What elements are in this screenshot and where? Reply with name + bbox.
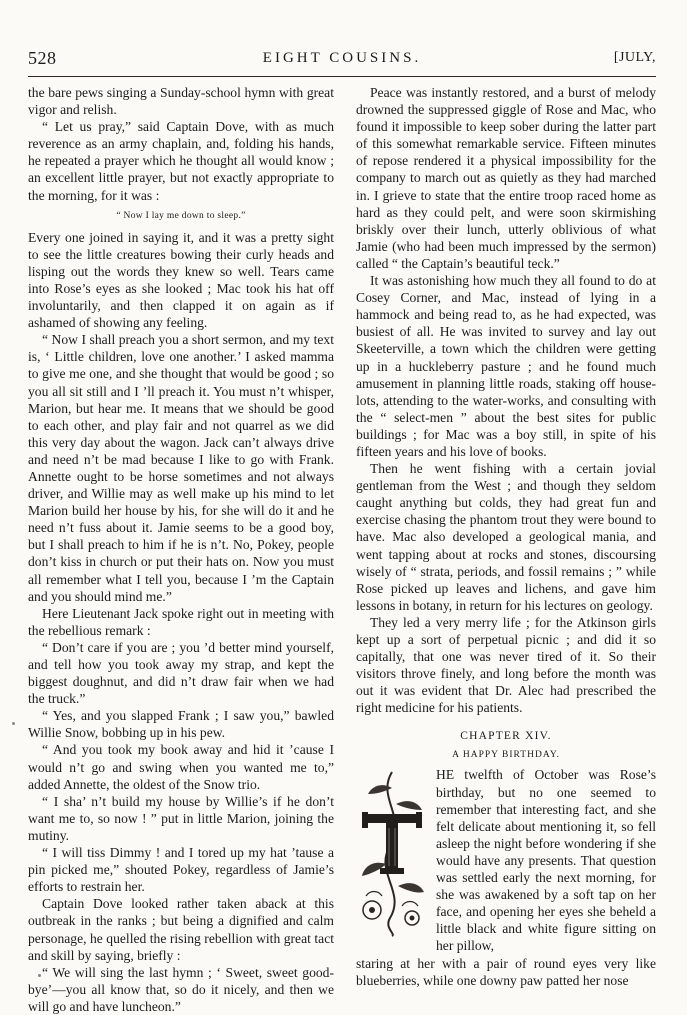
paragraph: Here Lieutenant Jack spoke right out in meeting with the rebellious remark :: [28, 605, 334, 638]
page-number: 528: [28, 48, 57, 68]
paragraph: “ I will tiss Dimmy ! and I tored up my hat ’tause a pin picked me,” shouted Pokey, regardless of Jamie’s efforts to restrain her.: [28, 845, 334, 895]
paragraph: “ Don’t care if you are ; you ’d better mind yourself, and tell how you took away my strap, and kept the biggest doughnut, and did n’t draw fair when we had the truck.”: [28, 639, 334, 707]
paragraph: They led a very merry life ; for the Atkinson girls kept up a sort of perpetual picnic ; and did it so capitally, that one was never tired of it. So their visitors throve finely, and long before the month was out it was evident that Dr. Alec had prescribed the right medicine for his patients.: [356, 614, 656, 716]
page-speck: [38, 974, 41, 977]
paragraph: “ I sha’ n’t build my house by Willie’s if he don’t want me to, so now ! ” put in little Marion, joining the mutiny.: [28, 793, 334, 843]
paragraph: Then he went fishing with a certain jovial gentleman from the West ; and though they seldom caught anything but colds, they had great fun and exercise chasing the phantom trout they were bound to have. Mac also developed a geological mania, and went tapping about at rocks and stones, discoursing wisely of “ strata, periods, and fossil remains ; ” while Rose picked up leaves and lichens, and gave him lessons in botany, in return for his lectures on geology.: [356, 461, 656, 613]
paragraph: Every one joined in saying it, and it was a pretty sight to see the little creatures bowing their curly heads and lisping out the words they knew so well. Tears came into Rose’s eyes as she looked ; Mac took his hat off involuntarily, and then clapped it on again as if ashamed of showing any feeling.: [28, 229, 334, 331]
ornamental-drop-cap-icon: [356, 768, 428, 938]
chapter-opening: [356, 766, 656, 988]
prayer-quote: “ Now I lay me down to sleep.”: [116, 210, 246, 221]
paragraph: Peace was instantly restored, and a burst of melody drowned the suppressed giggle of Rose and Mac, who found it impossible to keep sober during the latter part of this somewhat remarkable service. Fifteen minutes of repose rendered it a physical impossibility for the company to march out as quietly as they had marched in. I grieve to state that the entire troop raced home as hard as they could pelt, and were soon skirmishing briskly over their lunch, utterly oblivious of what Jamie (who had been much impressed by the sermon) called “ the Captain’s beautiful teck.”: [356, 85, 656, 271]
page-speck: [12, 722, 15, 725]
paragraph: the bare pews singing a Sunday-school hymn with great vigor and relish.: [28, 85, 334, 118]
paragraph: “ Let us pray,” said Captain Dove, with as much reverence as an army chaplain, and, folding his hands, he repeated a prayer which he thought all would know ; an excellent little prayer, but not exactly appropriate to the morning, for it was :: [28, 119, 334, 203]
paragraph: “ We will sing the last hymn ; ‘ Sweet, sweet good-bye’—you all know that, so do it nicely, and then we will go and have luncheon.”: [28, 964, 334, 1014]
left-column: [28, 84, 334, 1015]
paragraph: “ Now I shall preach you a short sermon, and my text is, ‘ Little children, love one another.’ I asked mamma to give me one, and she thought that would be good ; so you all sit still and I ’ll preach it. You must n’t whisper, Marion, but hear me. It means that we should be good to each other, and play fair and not quarrel as we did this very day about the wagon. Jack can’t always drive and need n’t be mad because I like to go with Frank. Annette ought to be horse sometimes and not always driver, and Willie may as well make up his mind to let Marion build her house by his, for she will do it and he need n’t fuss about it. Jamie seems to be a good boy, but I shall preach to him if he is n’t. No, Pokey, people don’t kiss in church or put their hats on. Now you must all remember what I tell you, because I ’m the Captain and you should mind me.”: [28, 332, 334, 604]
running-header: [28, 48, 656, 74]
paragraph-continuation: staring at her with a pair of round eyes very like blueberries, while one downy paw patted her nose: [356, 955, 656, 988]
chapter-title: A HAPPY BIRTHDAY.: [452, 750, 560, 761]
running-title: EIGHT COUSINS.: [262, 50, 422, 66]
paragraph: Captain Dove looked rather taken aback at this outbreak in the ranks ; but being a dignified and calm personage, he quelled the rising rebellion with great tact and skill by saying, briefly :: [28, 896, 334, 963]
month-label: [JULY,: [613, 50, 656, 65]
paragraph: “ And you took my book away and hid it ’cause I would n’t go and swing when you wanted me to,” added Annette, the oldest of the Snow trio.: [28, 742, 334, 792]
paragraph: “ Yes, and you slapped Frank ; I saw you,” bawled Willie Snow, bobbing up in his pew.: [28, 708, 334, 741]
paragraph: It was astonishing how much they all found to do at Cosey Corner, and Mac, instead of lying in a hammock and being read to, as he had expected, was busiest of all. He was invited to survey and lay out Skeeterville, a town which the children were getting up in a huckleberry pasture ; and he found much amusement in planning little roads, staking off house-lots, attending to the water-works, and consulting with the “ select-men ” about the best sites for public buildings ; for Mac was a boy still, in spite of his fifteen years and his love of books.: [356, 273, 656, 459]
drop-cap-text: HE twelfth of October was Rose’s birthday, but no one seemed to remember that interesting fact, and she felt delicate about mentioning it, so fell asleep the night before wondering if she would have any presents. That question was settled early the next morning, for she was awakened by a soft tap on her face, and opening her eyes she beheld a little black and white figure sitting on her pillow,: [436, 767, 656, 954]
chapter-heading: CHAPTER XIV.: [460, 730, 552, 743]
header-rule: [28, 76, 656, 77]
right-column: [356, 84, 656, 989]
